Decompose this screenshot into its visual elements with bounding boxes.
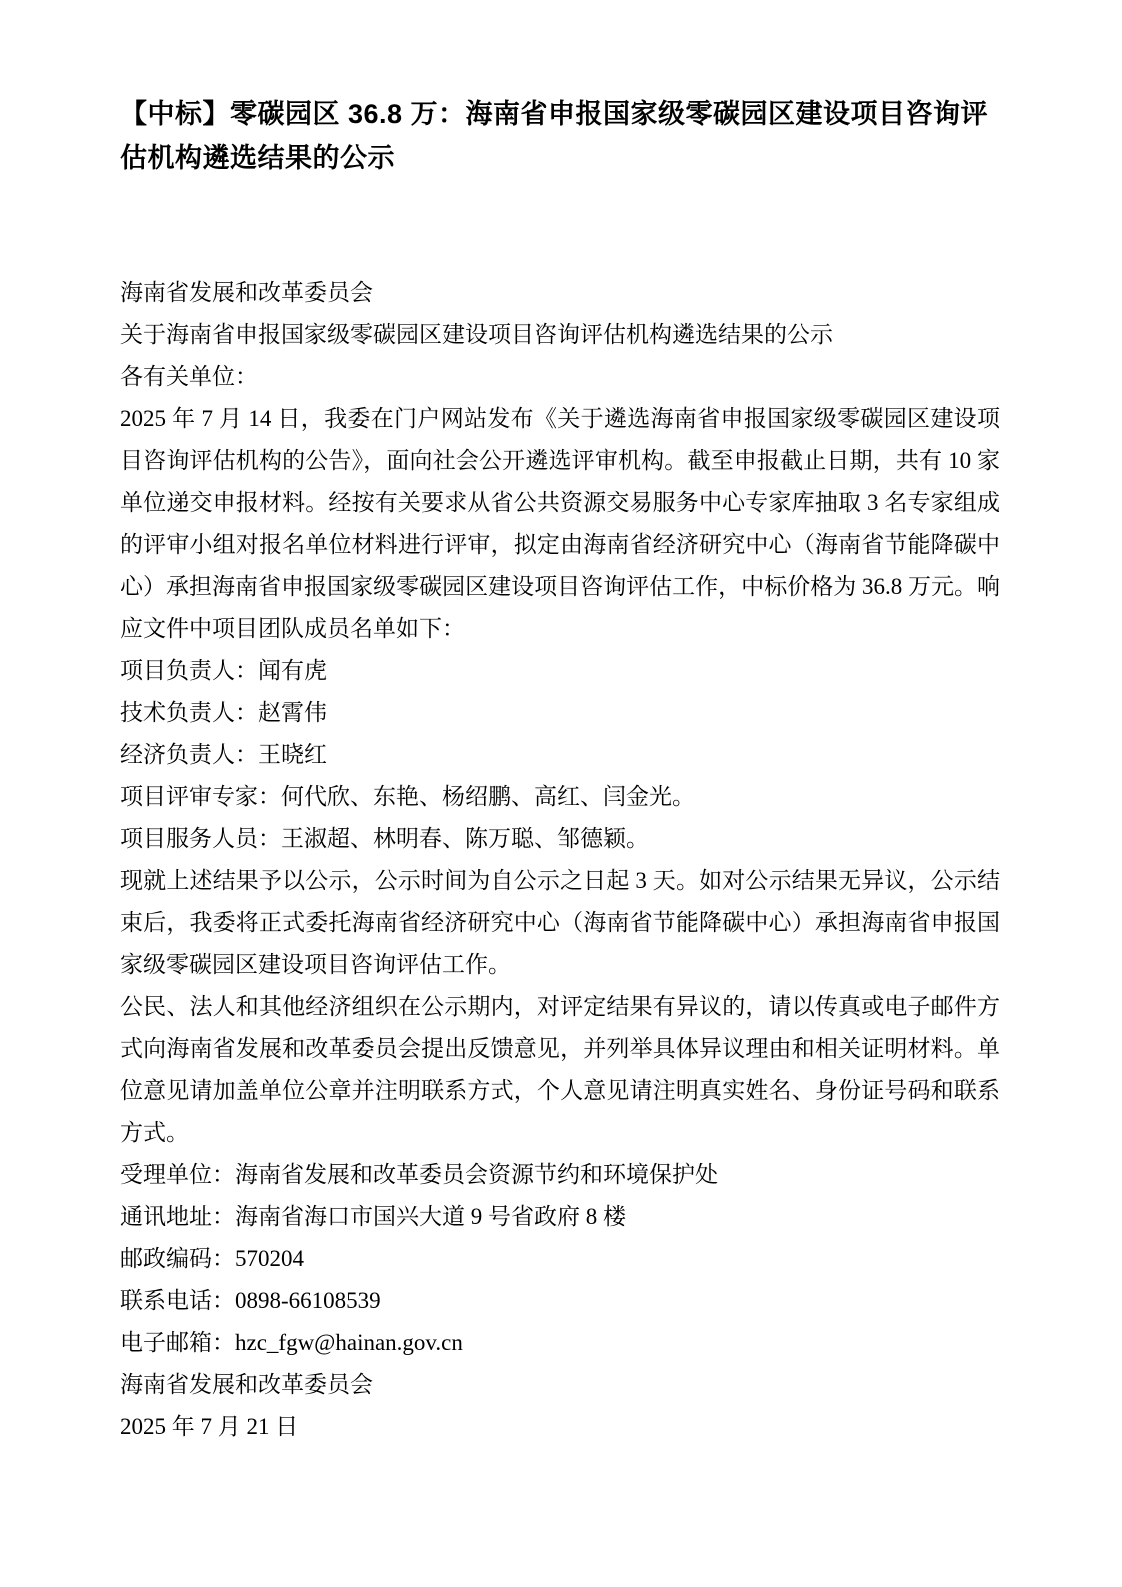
document-body: [120, 272, 1000, 1448]
team-technical-leader-line: 技术负责人：赵霄伟: [120, 700, 327, 725]
paragraph-announcement: 2025 年 7 月 14 日，我委在门户网站发布《关于遴选海南省申报国家级零碳园区建设项目咨询评估机构的公告》，面向社会公开遴选评审机构。截至申报截止日期，共有 10 家单位递交申报材料。经按有关要求从省公共资源交易服务中心专家库抽取 3 名专家组成的评审小组对报名单位材料进行评审，拟定由海南省经济研究中心（海南省节能降碳中心）承担海南省申报国家级零碳园区建设项目咨询评估工作，中标价格为 36.8 万元。响应文件中项目团队成员名单如下：: [120, 406, 1000, 641]
signature-line: 海南省发展和改革委员会: [120, 1372, 373, 1397]
contact-phone-line: 联系电话：0898-66108539: [120, 1288, 381, 1313]
contact-postal-code-line: 邮政编码：570204: [120, 1246, 304, 1271]
contact-accepting-unit-line: 受理单位：海南省发展和改革委员会资源节约和环境保护处: [120, 1162, 718, 1187]
document-title: 【中标】零碳园区 36.8 万：海南省申报国家级零碳园区建设项目咨询评估机构遴选结果的公示: [120, 99, 989, 173]
contact-address-line: 通讯地址：海南省海口市国兴大道 9 号省政府 8 楼: [120, 1204, 626, 1229]
team-review-experts-line: 项目评审专家：何代欣、东艳、杨绍鹏、高红、闫金光。: [120, 784, 695, 809]
team-economic-leader-line: 经济负责人：王晓红: [120, 742, 327, 767]
team-project-leader-line: 项目负责人：闻有虎: [120, 658, 327, 683]
paragraph-publicity: 现就上述结果予以公示，公示时间为自公示之日起 3 天。如对公示结果无异议，公示结束后，我委将正式委托海南省经济研究中心（海南省节能降碳中心）承担海南省申报国家级零碳园区建设项目咨询评估工作。: [120, 868, 1000, 977]
issuer-line: 海南省发展和改革委员会: [120, 280, 373, 305]
contact-email-line: 电子邮箱：hzc_fgw@hainan.gov.cn: [120, 1330, 463, 1355]
subject-line: 关于海南省申报国家级零碳园区建设项目咨询评估机构遴选结果的公示: [120, 322, 833, 347]
paragraph-objection: 公民、法人和其他经济组织在公示期内，对评定结果有异议的，请以传真或电子邮件方式向海南省发展和改革委员会提出反馈意见，并列举具体异议理由和相关证明材料。单位意见请加盖单位公章并注明联系方式，个人意见请注明真实姓名、身份证号码和联系方式。: [120, 994, 1000, 1145]
date-line: 2025 年 7 月 21 日: [120, 1414, 299, 1439]
salutation-line: 各有关单位：: [120, 364, 258, 389]
team-service-staff-line: 项目服务人员：王淑超、林明春、陈万聪、邹德颖。: [120, 826, 649, 851]
